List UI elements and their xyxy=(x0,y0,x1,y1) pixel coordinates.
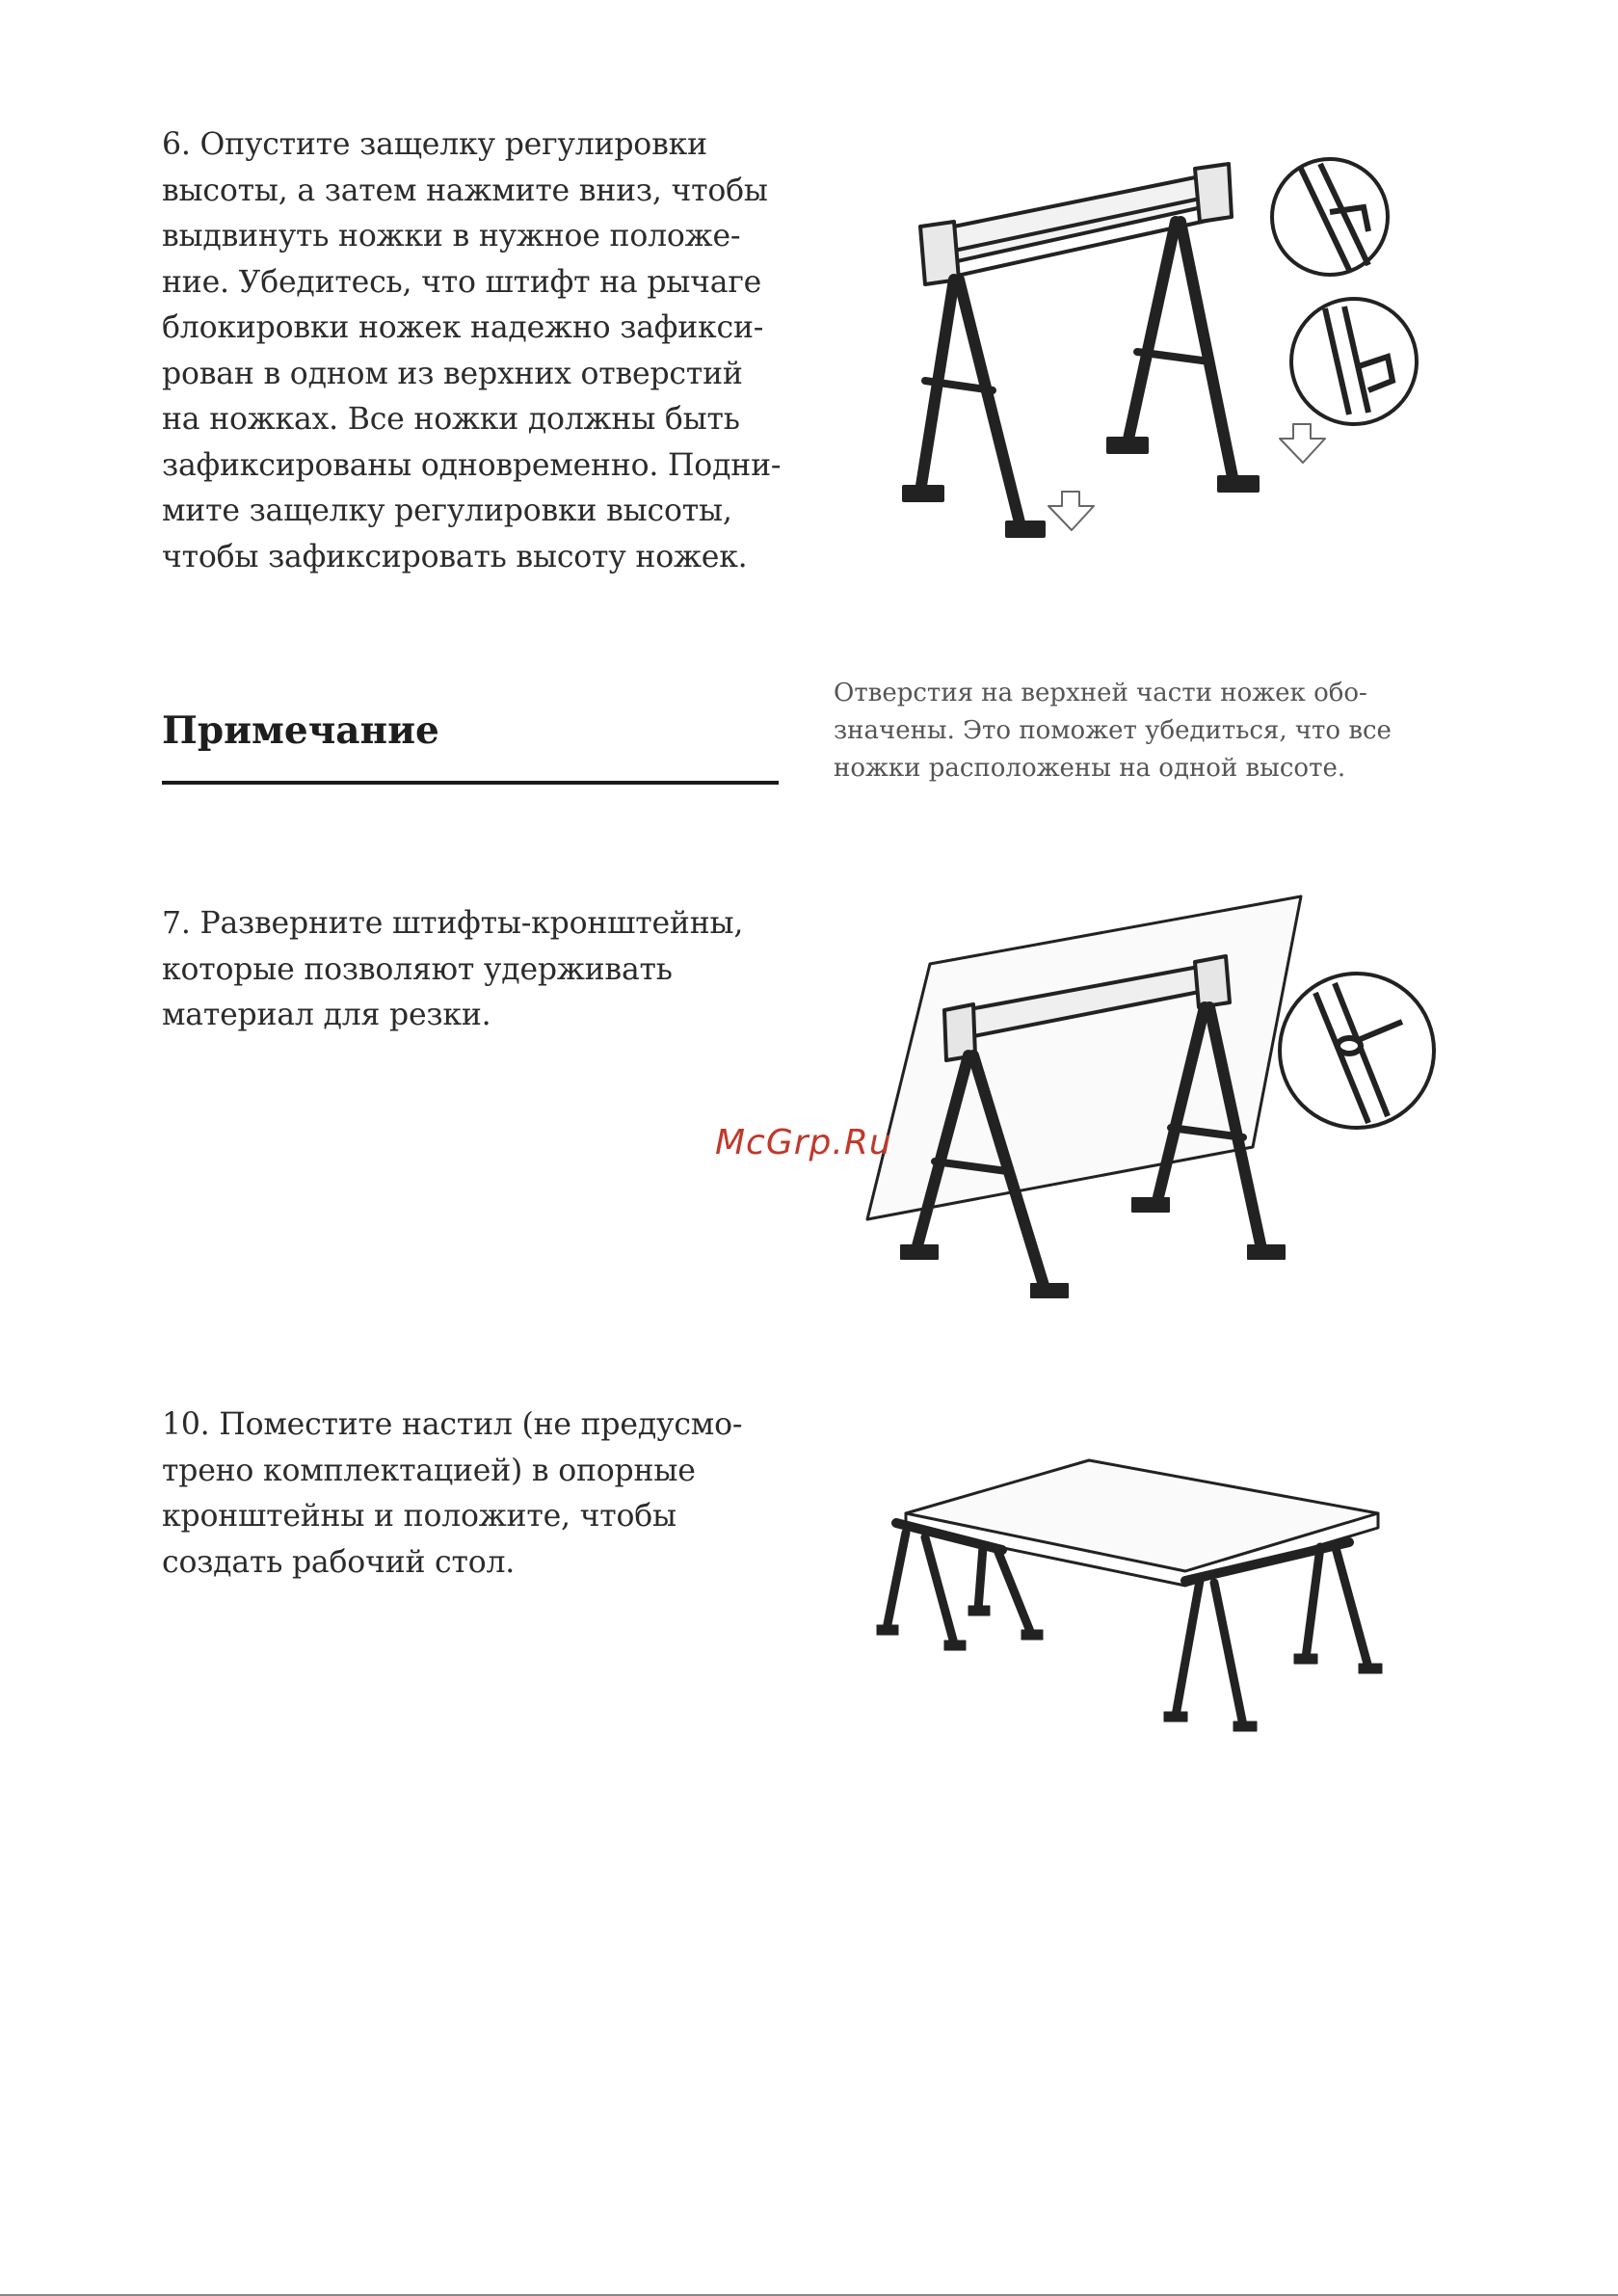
watermark: McGrp.Ru xyxy=(715,1123,892,1162)
step-6-line: на ножках. Все ножки должны быть xyxy=(162,402,740,437)
step-10-line: трено комплектацией) в опорные xyxy=(162,1453,696,1488)
step-6-line: чтобы зафиксировать высоту ножек. xyxy=(162,539,748,574)
step-6-line: высоты, а затем нажмите вниз, чтобы xyxy=(162,173,768,208)
step-7-line: материал для резки. xyxy=(162,998,491,1032)
note-line: ножки расположены на одной высоте. xyxy=(834,754,1346,783)
step-6-line: выдвинуть ножки в нужное положе- xyxy=(162,219,741,254)
step-10-line: кронштейны и положите, чтобы xyxy=(162,1499,676,1534)
step-6-line: мите защелку регулировки высоты, xyxy=(162,494,732,528)
step-6-line: 6. Опустите защелку регулировки xyxy=(162,127,707,162)
note-text xyxy=(834,675,1450,788)
step-10-text xyxy=(162,1402,788,1586)
sawhorse-extend-legs-illustration xyxy=(848,125,1455,578)
step-10-line: создать рабочий стол. xyxy=(162,1544,516,1580)
note-line: значены. Это поможет убедиться, что все xyxy=(834,716,1392,745)
step-10-line: 10. Поместите настил (не предусмо- xyxy=(162,1407,743,1442)
note-heading: Примечание xyxy=(162,708,439,753)
step-7-line: 7. Разверните штифты-кронштейны, xyxy=(162,906,744,941)
step-7-text xyxy=(162,901,788,1039)
sawhorse-bracket-pins-illustration xyxy=(848,887,1455,1316)
note-divider xyxy=(162,781,779,785)
step-7-line: которые позволяют удерживать xyxy=(162,951,673,987)
step-6-line: зафиксированы одновременно. Подни- xyxy=(162,447,782,483)
note-line: Отверстия на верхней части ножек обо- xyxy=(834,679,1367,707)
step-6-text xyxy=(162,122,788,580)
step-6-line: рован в одном из верхних отверстий xyxy=(162,356,743,391)
step-6-line: ние. Убедитесь, что штифт на рычаге xyxy=(162,264,762,300)
step-6-line: блокировки ножек надежно зафикси- xyxy=(162,310,764,345)
work-table-illustration xyxy=(867,1436,1417,1783)
